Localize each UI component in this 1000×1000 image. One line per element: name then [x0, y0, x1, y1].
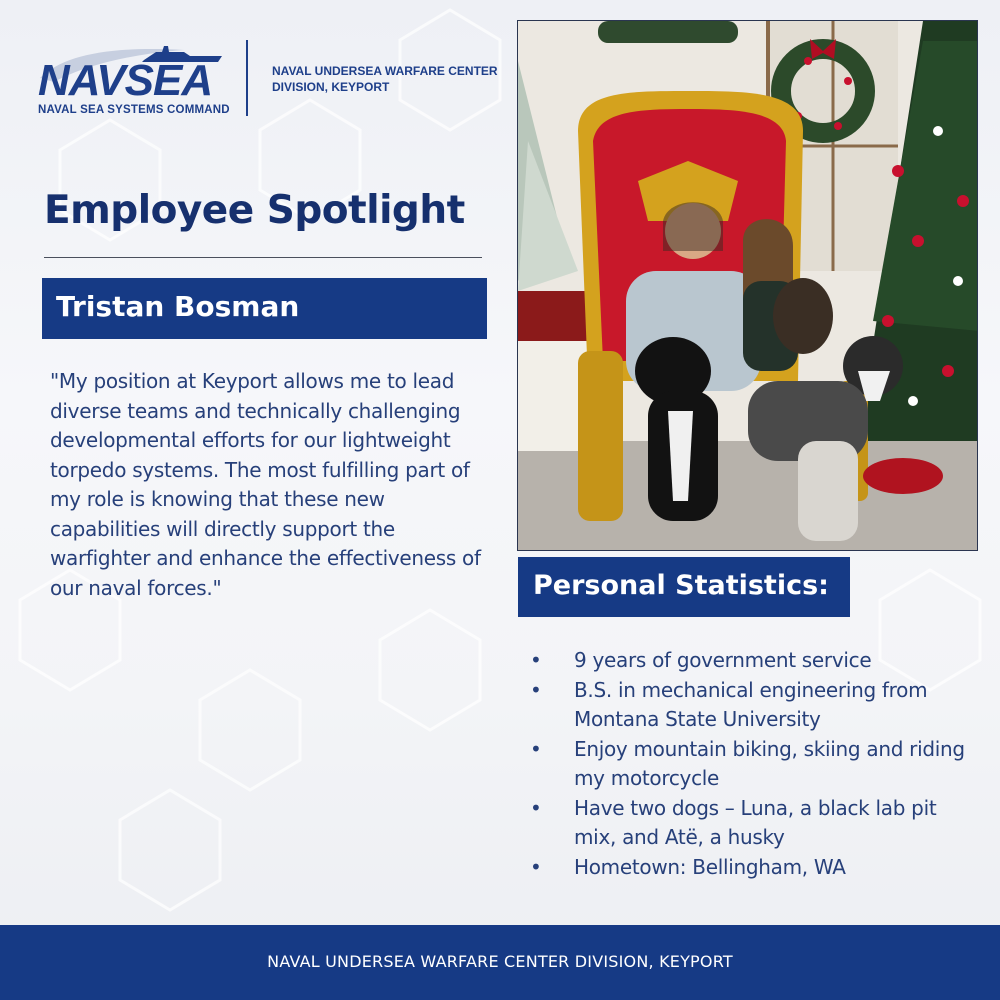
stats-item: • B.S. in mechanical engineering from Montana State University — [530, 676, 980, 735]
stats-item: • 9 years of government service — [530, 646, 980, 676]
logo-divider — [246, 40, 248, 116]
division-line-1: NAVAL UNDERSEA WARFARE CENTER — [272, 64, 498, 78]
title-divider — [44, 257, 482, 258]
division-line-2: DIVISION, KEYPORT — [272, 80, 390, 94]
stats-list — [530, 646, 980, 882]
logo-wordmark: NAVSEA — [38, 56, 213, 105]
logo-subtitle: NAVAL SEA SYSTEMS COMMAND — [38, 104, 230, 116]
footer-text: NAVAL UNDERSEA WARFARE CENTER DIVISION, KEYPORT — [267, 952, 733, 971]
footer-bar — [0, 925, 1000, 1000]
navsea-logo — [34, 42, 234, 122]
stats-heading: Personal Statistics: — [533, 570, 829, 601]
division-name — [272, 63, 512, 95]
employee-photo — [517, 20, 978, 551]
employee-name: Tristan Bosman — [56, 290, 300, 323]
employee-name-bar — [42, 278, 487, 339]
page-title: Employee Spotlight — [44, 188, 465, 233]
stats-heading-bar — [518, 557, 850, 617]
stats-item: • Have two dogs – Luna, a black lab pit mix, and Atë, a husky — [530, 794, 980, 853]
stats-item: • Enjoy mountain biking, skiing and riding my motorcycle — [530, 735, 980, 794]
employee-quote: "My position at Keyport allows me to lead diverse teams and technically challenging developmental efforts for our lightweight torpedo systems. The most fulfilling part of my role is knowing that these new capabilities will directly support the warfighter and enhance the effectiveness of our naval forces." — [50, 369, 481, 600]
stats-item: • Hometown: Bellingham, WA — [530, 853, 980, 883]
